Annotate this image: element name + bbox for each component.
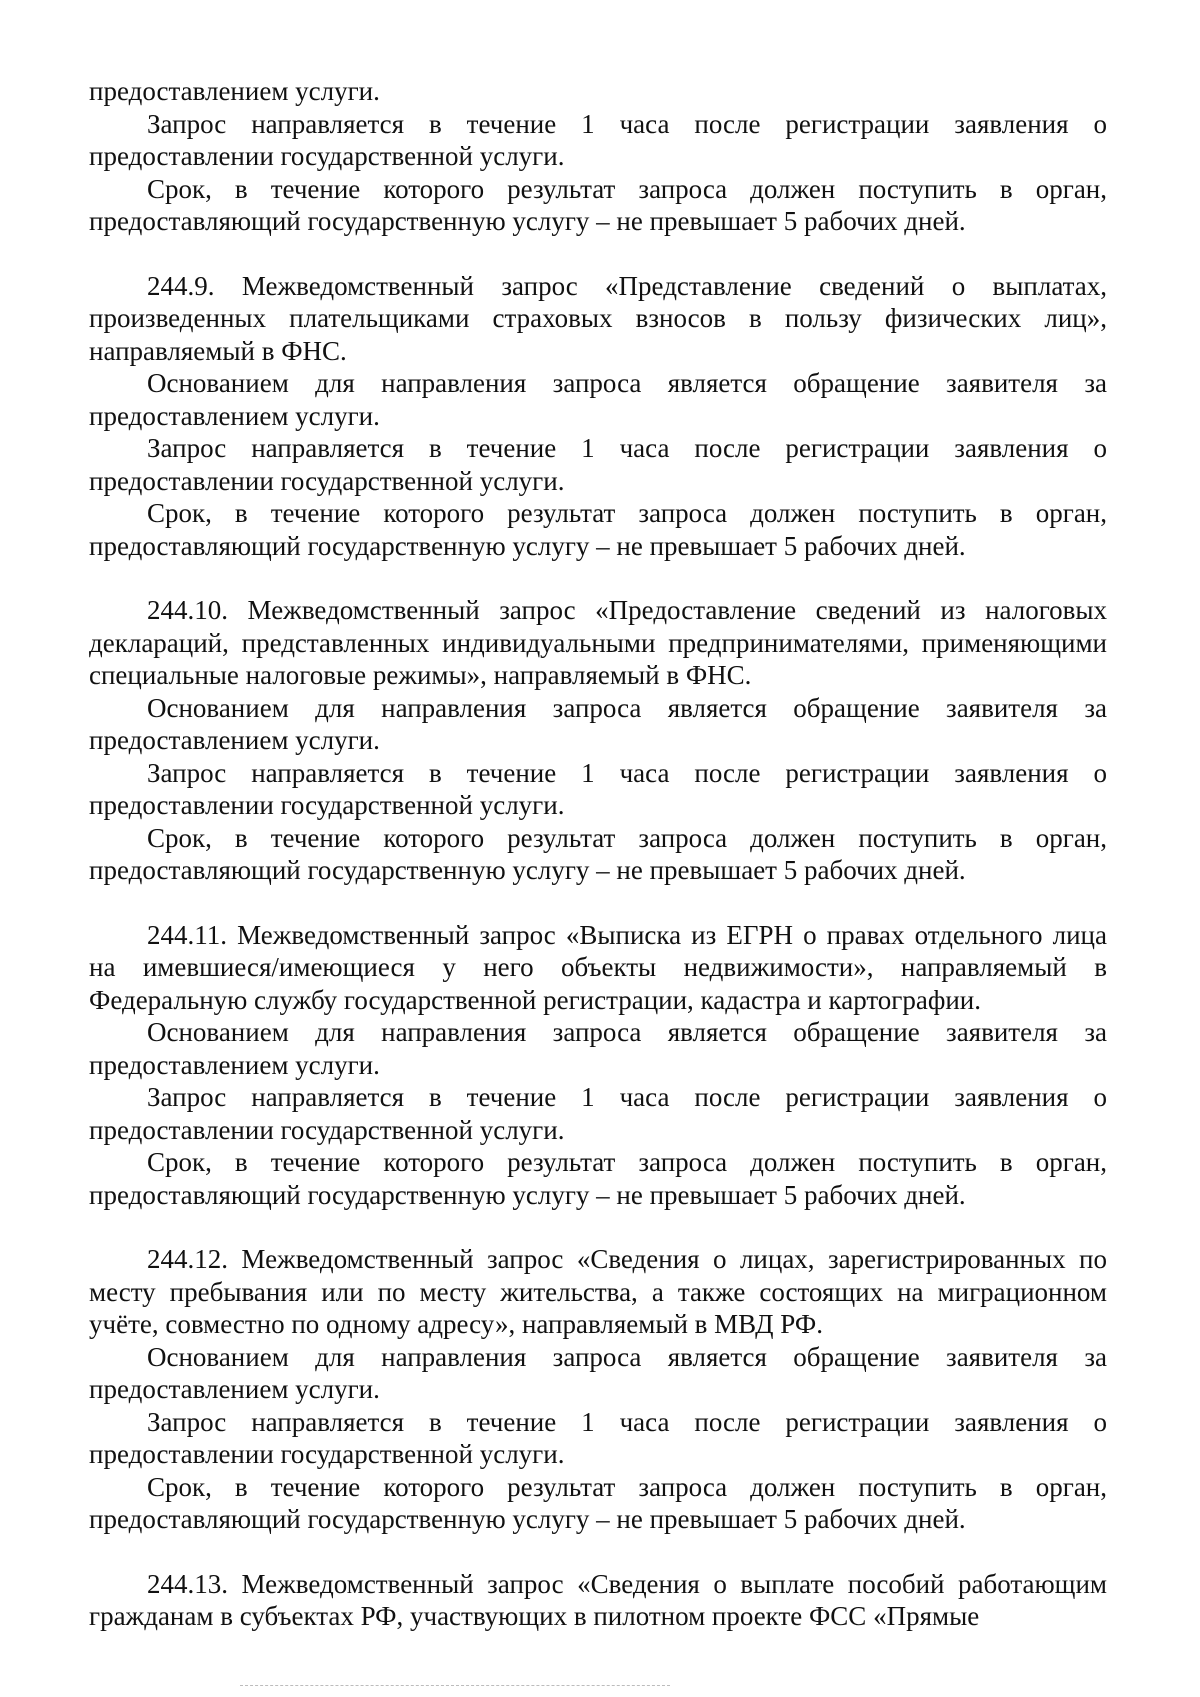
section-heading: 244.10. Межведомственный запрос «Предоставление сведений из налоговых деклараций, представленных индивидуальными предпринимателями, применяющими специальные налоговые режимы», направляемый в ФНС. [89, 595, 1107, 690]
deadline-paragraph: Срок, в течение которого результат запроса должен поступить в орган, предоставляющий государственную услугу – не превышает 5 рабочих дней. [89, 1147, 1107, 1210]
basis-paragraph: Основанием для направления запроса является обращение заявителя за предоставлением услуги. [89, 1341, 1107, 1404]
section-244-11 [89, 919, 1107, 1212]
deadline-paragraph: Срок, в течение которого результат запроса должен поступить в орган, предоставляющий государственную услугу – не превышает 5 рабочих дней. [89, 822, 1107, 885]
basis-paragraph: Основанием для направления запроса является обращение заявителя за предоставлением услуги. [89, 1017, 1107, 1080]
request-timing-paragraph: Запрос направляется в течение 1 часа после регистрации заявления о предоставлении государственной услуги. [89, 1406, 1107, 1469]
section-244-13 [89, 1568, 1107, 1633]
deadline-paragraph: Срок, в течение которого результат запроса должен поступить в орган, предоставляющий государственную услугу – не превышает 5 рабочих дней. [89, 1471, 1107, 1534]
request-timing-paragraph: Запрос направляется в течение 1 часа после регистрации заявления о предоставлении государственной услуги. [89, 108, 1107, 171]
section-gap [89, 1211, 1107, 1243]
basis-paragraph: Основанием для направления запроса является обращение заявителя за предоставлением услуги. [89, 692, 1107, 755]
request-timing-paragraph: Запрос направляется в течение 1 часа после регистрации заявления о предоставлении государственной услуги. [89, 757, 1107, 820]
deadline-paragraph: Срок, в течение которого результат запроса должен поступить в орган, предоставляющий государственную услугу – не превышает 5 рабочих дней. [89, 498, 1107, 561]
scan-edge-line [240, 1685, 670, 1686]
section-gap [89, 562, 1107, 594]
deadline-paragraph: Срок, в течение которого результат запроса должен поступить в орган, предоставляющий государственную услугу – не превышает 5 рабочих дней. [89, 173, 1107, 236]
continuation-text: предоставлением услуги. [89, 76, 380, 106]
section-gap [89, 887, 1107, 919]
section-244-9 [89, 270, 1107, 563]
document-body [89, 75, 1107, 1633]
section-gap [89, 1536, 1107, 1568]
request-timing-paragraph: Запрос направляется в течение 1 часа после регистрации заявления о предоставлении государственной услуги. [89, 433, 1107, 496]
section-gap [89, 238, 1107, 270]
section-heading: 244.12. Межведомственный запрос «Сведения о лицах, зарегистрированных по месту пребывания или по месту жительства, а также состоящих на миграционном учёте, совместно по одному адресу», направляемый в МВД РФ. [89, 1244, 1107, 1339]
section-heading: 244.9. Межведомственный запрос «Представление сведений о выплатах, произведенных плательщиками страховых взносов в пользу физических лиц», направляемый в ФНС. [89, 270, 1107, 366]
section-244-10 [89, 594, 1107, 887]
section-244-12 [89, 1243, 1107, 1536]
request-timing-paragraph: Запрос направляется в течение 1 часа после регистрации заявления о предоставлении государственной услуги. [89, 1082, 1107, 1145]
section-heading: 244.11. Межведомственный запрос «Выписка из ЕГРН о правах отдельного лица на имевшиеся/имеющиеся у него объекты недвижимости», направляемый в Федеральную службу государственной регистрации, кадастра и картографии. [89, 919, 1107, 1015]
basis-paragraph: Основанием для направления запроса является обращение заявителя за предоставлением услуги. [89, 368, 1107, 431]
section-heading: 244.13. Межведомственный запрос «Сведения о выплате пособий работающим гражданам в субъектах РФ, участвующих в пилотном проекте ФСС «Прямые [89, 1568, 1107, 1631]
